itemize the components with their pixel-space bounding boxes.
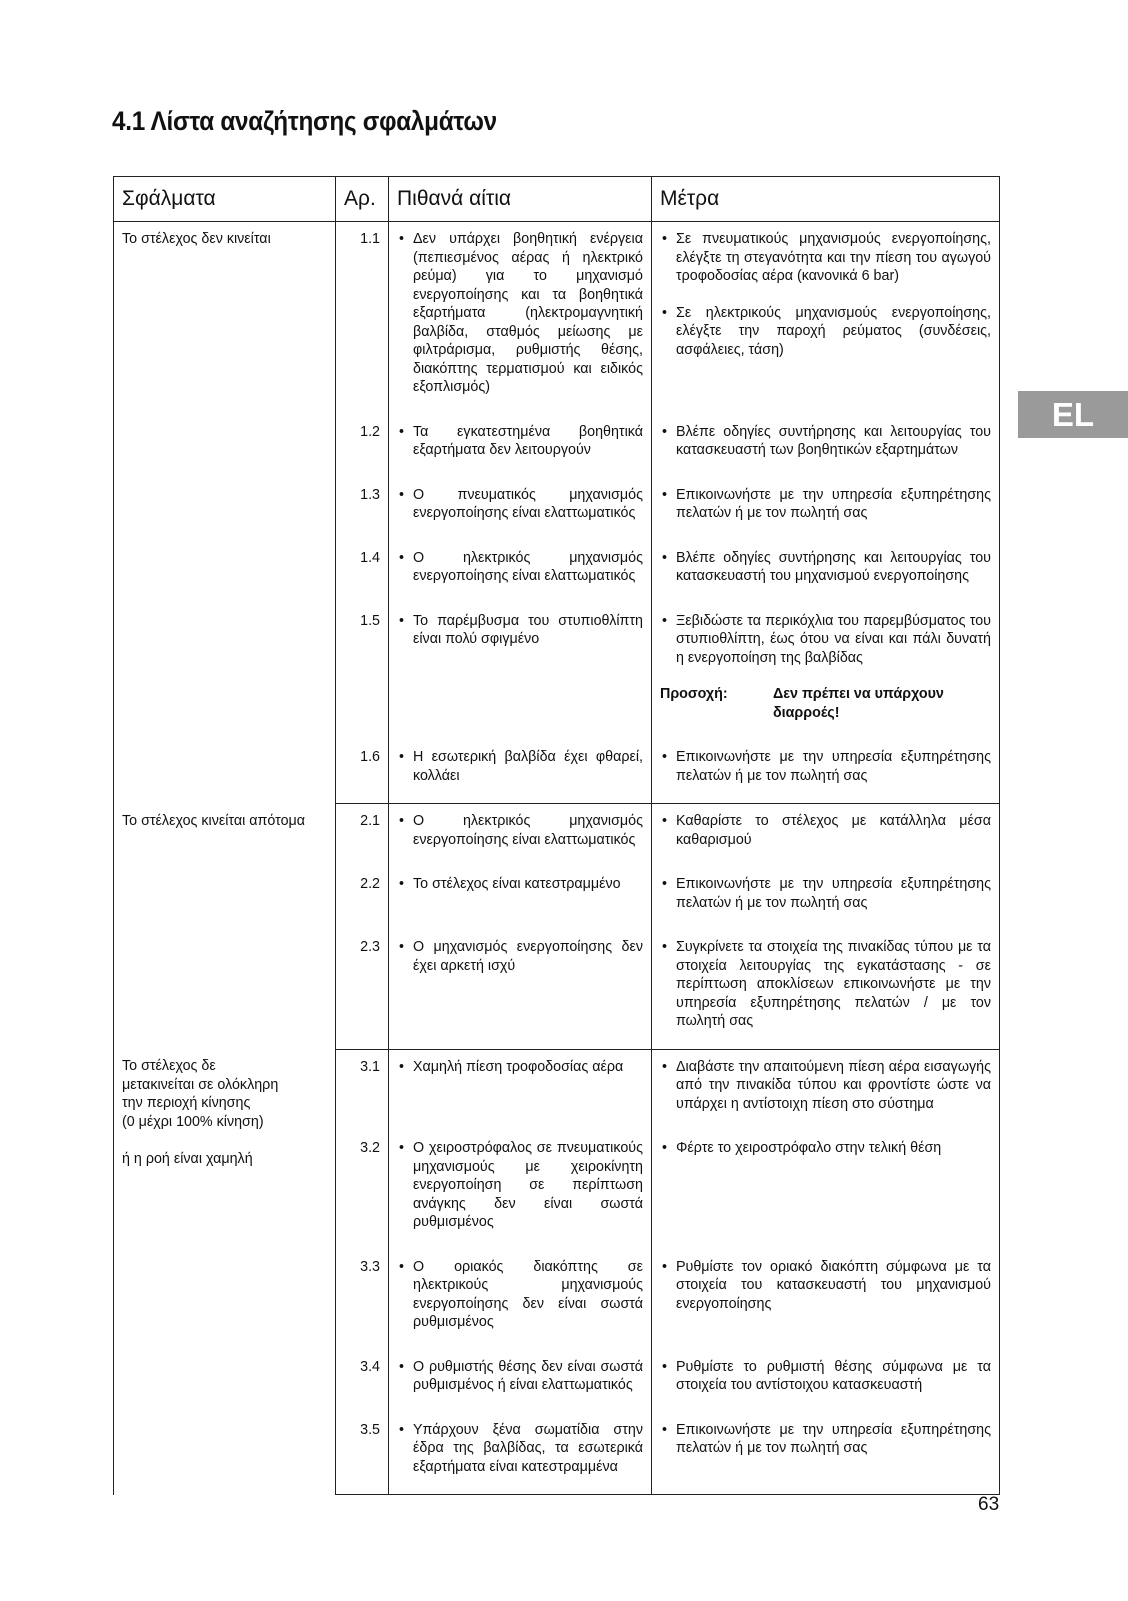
fault-cell — [114, 222, 336, 804]
fault-text-line: Το στέλεχος κινείται απότομα — [122, 812, 306, 829]
table-header-row — [114, 177, 1000, 222]
row-number: 1.2 — [336, 415, 389, 478]
warning-label: Προσοχή: — [660, 686, 728, 702]
cause-text: • Ο ρυθμιστής θέσης δεν είναι σωστά ρυθμισμένος ή είναι ελαττωματικός — [397, 1358, 643, 1395]
measure-text: • Βλέπε οδηγίες συντήρησης και λειτουργίας του κατασκευαστή των βοηθητικών εξαρτημάτων — [660, 423, 991, 460]
cause-text: • Ο οριακός διακόπτης σε ηλεκτρικούς μηχανισμούς ενεργοποίησης δεν είναι σωστά ρυθμισμένος — [397, 1258, 643, 1332]
measure-cell — [652, 1350, 1000, 1413]
row-number: 1.3 — [336, 478, 389, 541]
cause-text: • Το παρέμβυσμα του στυπιοθλίπτη είναι πολύ σφιγμένο — [397, 612, 643, 649]
header-number: Αρ. — [336, 177, 389, 222]
cause-cell — [389, 804, 652, 868]
fault-text-line: (0 μέχρι 100% κίνηση) — [122, 1113, 264, 1130]
troubleshooting-table — [113, 176, 1000, 1495]
cause-cell — [389, 478, 652, 541]
measure-cell — [652, 541, 1000, 604]
measure-cell — [652, 604, 1000, 741]
cause-text: • Υπάρχουν ξένα σωματίδια στην έδρα της βαλβίδας, τα εσωτερικά εξαρτήματα είναι κατεστραμμένα — [397, 1421, 643, 1477]
measure-cell — [652, 415, 1000, 478]
measure-text: • Σε πνευματικούς μηχανισμούς ενεργοποίησης, ελέγξτε τη στεγανότητα και την πίεση του αγωγού τροφοδοσίας αέρα (κανονικά 6 bar) — [660, 230, 991, 286]
table-body — [114, 222, 1000, 1495]
cause-text: • Ο πνευματικός μηχανισμός ενεργοποίησης είναι ελαττωματικός — [397, 486, 643, 523]
row-number: 3.4 — [336, 1350, 389, 1413]
header-faults: Σφάλματα — [114, 177, 336, 222]
measure-text: • Βλέπε οδηγίες συντήρησης και λειτουργίας του κατασκευαστή του μηχανισμού ενεργοποίησης — [660, 549, 991, 586]
measure-text: • Σε ηλεκτρικούς μηχανισμούς ενεργοποίησης, ελέγξτε την παροχή ρεύματος (συνδέσεις, ασφάλειες, τάση) — [660, 304, 991, 360]
measure-text: • Επικοινωνήστε με την υπηρεσία εξυπηρέτησης πελατών ή με τον πωλητή σας — [660, 748, 991, 785]
fault-text-line: Το στέλεχος δεν κινείται — [122, 231, 271, 247]
measure-text: • Επικοινωνήστε με την υπηρεσία εξυπηρέτησης πελατών ή με τον πωλητή σας — [660, 875, 991, 912]
row-number: 3.1 — [336, 1049, 389, 1131]
language-tab: EL — [1018, 391, 1128, 438]
fault-text-line: μετακινείται σε ολόκληρη — [122, 1076, 279, 1093]
warning-text: Δεν πρέπει να υπάρχουν διαρροές! — [773, 686, 944, 721]
measure-cell — [652, 740, 1000, 804]
fault-text-line: Το στέλεχος δε — [122, 1058, 216, 1074]
cause-text: • Το στέλεχος είναι κατεστραμμένο — [397, 875, 643, 894]
cause-cell — [389, 604, 652, 741]
page-title: 4.1 Λίστα αναζήτησης σφαλμάτων — [112, 106, 497, 136]
row-number: 2.3 — [336, 930, 389, 1049]
measure-cell — [652, 1413, 1000, 1495]
header-measures: Μέτρα — [652, 177, 1000, 222]
measure-text: • Καθαρίστε το στέλεχος με κατάλληλα μέσα καθαρισμού — [660, 812, 991, 849]
cause-cell — [389, 930, 652, 1049]
table-row — [114, 222, 1000, 415]
measure-text: • Ξεβιδώστε τα περικόχλια του παρεμβύσματος του στυπιοθλίπτη, έως ότου να είναι και πάλι δυνατή η ενεργοποίηση της βαλβίδας — [660, 612, 991, 668]
cause-cell — [389, 740, 652, 804]
row-number: 1.5 — [336, 604, 389, 741]
measure-text: • Συγκρίνετε τα στοιχεία της πινακίδας τύπου με τα στοιχεία λειτουργίας της εγκατάστασης - σε περίπτωση αποκλίσεων επικοινωνήστε με την υπηρεσία εξυπηρέτησης πελατών / με τον πωλητή σας — [660, 938, 991, 1031]
measure-cell — [652, 1131, 1000, 1250]
cause-text: • Χαμηλή πίεση τροφοδοσίας αέρα — [397, 1058, 643, 1077]
row-number: 2.2 — [336, 867, 389, 930]
measure-cell — [652, 222, 1000, 415]
cause-cell — [389, 541, 652, 604]
cause-text: • Ο ηλεκτρικός μηχανισμός ενεργοποίησης είναι ελαττωματικός — [397, 812, 643, 849]
header-causes: Πιθανά αίτια — [389, 177, 652, 222]
fault-text-line: ή η ροή είναι χαμηλή — [122, 1150, 253, 1167]
row-number: 1.1 — [336, 222, 389, 415]
cause-text: • Ο χειροστρόφαλος σε πνευματικούς μηχανισμούς με χειροκίνητη ενεργοποίηση σε περίπτωση ανάγκης δεν είναι σωστά ρυθμισμένος — [397, 1139, 643, 1232]
fault-cell — [114, 804, 336, 1050]
cause-cell — [389, 867, 652, 930]
cause-cell — [389, 1049, 652, 1131]
page-number: 63 — [978, 1494, 1000, 1515]
measure-cell — [652, 804, 1000, 868]
warning-note — [660, 685, 991, 722]
measure-text: • Διαβάστε την απαιτούμενη πίεση αέρα εισαγωγής από την πινακίδα τύπου και φροντίστε ώστε να υπάρχει η αντίστοιχη πίεση στο σύστημα — [660, 1058, 991, 1114]
measure-text: • Φέρτε το χειροστρόφαλο στην τελική θέση — [660, 1139, 991, 1158]
cause-cell — [389, 415, 652, 478]
cause-cell — [389, 1250, 652, 1350]
cause-text: • Ο μηχανισμός ενεργοποίησης δεν έχει αρκετή ισχύ — [397, 938, 643, 975]
table-row — [114, 804, 1000, 868]
cause-text: • Η εσωτερική βαλβίδα έχει φθαρεί, κολλάει — [397, 748, 643, 785]
measure-text: • Επικοινωνήστε με την υπηρεσία εξυπηρέτησης πελατών ή με τον πωλητή σας — [660, 486, 991, 523]
measure-text: • Ρυθμίστε τον οριακό διακόπτη σύμφωνα με τα στοιχεία του κατασκευαστή του μηχανισμού ενεργοποίησης — [660, 1258, 991, 1314]
fault-cell — [114, 1049, 336, 1495]
table-row — [114, 1049, 1000, 1131]
row-number: 3.3 — [336, 1250, 389, 1350]
measure-cell — [652, 1049, 1000, 1131]
row-number: 2.1 — [336, 804, 389, 868]
row-number: 3.5 — [336, 1413, 389, 1495]
measure-cell — [652, 930, 1000, 1049]
measure-cell — [652, 1250, 1000, 1350]
cause-text: • Ο ηλεκτρικός μηχανισμός ενεργοποίησης είναι ελαττωματικός — [397, 549, 643, 586]
row-number: 1.6 — [336, 740, 389, 804]
cause-text: • Τα εγκατεστημένα βοηθητικά εξαρτήματα δεν λειτουργούν — [397, 423, 643, 460]
cause-cell — [389, 222, 652, 415]
cause-cell — [389, 1131, 652, 1250]
measure-cell — [652, 867, 1000, 930]
measure-text: • Ρυθμίστε το ρυθμιστή θέσης σύμφωνα με τα στοιχεία του αντίστοιχου κατασκευαστή — [660, 1358, 991, 1395]
measure-text: • Επικοινωνήστε με την υπηρεσία εξυπηρέτησης πελατών ή με τον πωλητή σας — [660, 1421, 991, 1458]
row-number: 1.4 — [336, 541, 389, 604]
cause-cell — [389, 1413, 652, 1495]
cause-cell — [389, 1350, 652, 1413]
cause-text: • Δεν υπάρχει βοηθητική ενέργεια (πεπιεσμένος αέρας ή ηλεκτρικό ρεύμα) για το μηχανισμό ενεργοποίησης και τα βοηθητικά εξαρτήματα (ηλεκτρομαγνητική βαλβίδα, σταθμός μείωσης με φιλτράρισμα, ρυθμιστής θέσης, διακόπτης τερματισμού και ειδικός εξοπλισμός) — [397, 230, 643, 397]
fault-text-line: την περιοχή κίνησης — [122, 1095, 251, 1111]
fault-text-line — [122, 1131, 327, 1150]
measure-cell — [652, 478, 1000, 541]
row-number: 3.2 — [336, 1131, 389, 1250]
